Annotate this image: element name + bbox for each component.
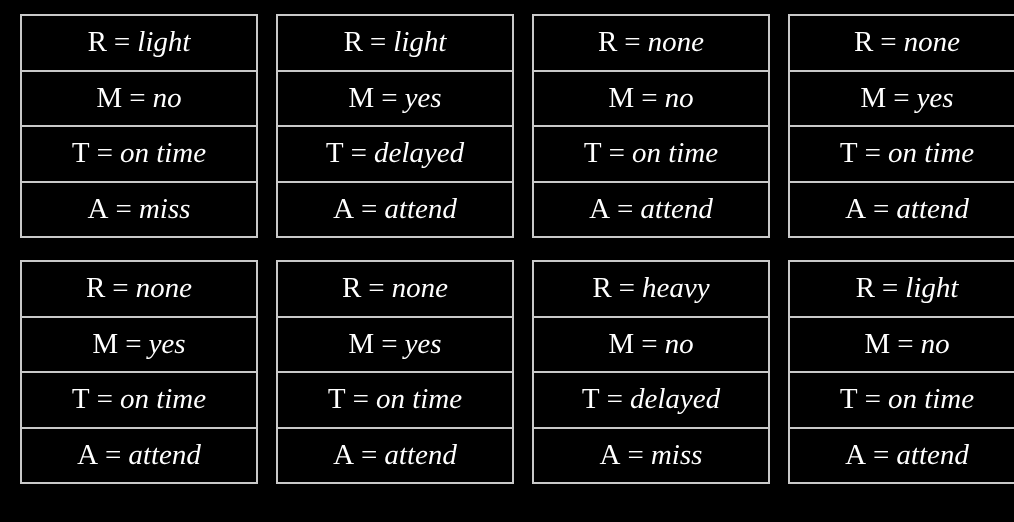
attribute-row-rain — [534, 262, 768, 318]
attribute-row-train — [534, 127, 768, 183]
example-card — [788, 14, 1014, 238]
equals-sign: = — [608, 137, 625, 170]
attribute-key-attend: A — [599, 438, 621, 471]
attribute-value-mood: yes — [916, 81, 954, 114]
attribute-key-rain: R — [855, 272, 875, 305]
attribute-key-attend: A — [333, 192, 355, 225]
attribute-key-attend: A — [845, 192, 867, 225]
equals-sign: = — [873, 438, 890, 471]
attribute-value-attend: attend — [384, 192, 457, 225]
attribute-value-rain: light — [393, 26, 447, 59]
attribute-row-train — [534, 373, 768, 429]
attribute-value-rain: none — [135, 272, 193, 305]
equals-sign: = — [641, 327, 658, 360]
attribute-row-attend — [278, 183, 512, 237]
attribute-value-mood: yes — [404, 327, 442, 360]
attribute-key-mood: M — [96, 81, 123, 114]
attribute-value-rain: light — [137, 26, 191, 59]
attribute-key-rain: R — [87, 26, 107, 59]
attribute-row-rain — [22, 16, 256, 72]
attribute-key-mood: M — [348, 327, 375, 360]
equals-sign: = — [96, 137, 113, 170]
example-card — [276, 260, 514, 484]
attribute-key-mood: M — [348, 81, 375, 114]
equals-sign: = — [350, 137, 367, 170]
attribute-row-attend — [534, 183, 768, 237]
attribute-value-train: delayed — [373, 137, 465, 170]
equals-sign: = — [641, 81, 658, 114]
attribute-row-train — [790, 373, 1014, 429]
attribute-value-attend: miss — [138, 192, 191, 225]
equals-sign: = — [113, 26, 131, 59]
equals-sign: = — [381, 327, 398, 360]
attribute-value-train: on time — [119, 137, 207, 170]
attribute-key-rain: R — [592, 272, 612, 305]
attribute-key-mood: M — [860, 81, 887, 114]
attribute-value-attend: attend — [896, 192, 969, 225]
attribute-key-train: T — [71, 137, 90, 170]
attribute-key-rain: R — [341, 272, 362, 305]
attribute-row-rain — [22, 262, 256, 318]
attribute-row-train — [278, 127, 512, 183]
attribute-key-rain: R — [85, 272, 106, 305]
equals-sign: = — [864, 137, 881, 170]
equals-sign: = — [617, 192, 634, 225]
attribute-row-mood — [790, 318, 1014, 374]
attribute-row-mood — [534, 72, 768, 128]
equals-sign: = — [361, 192, 378, 225]
attribute-value-train: on time — [887, 383, 975, 416]
equals-sign: = — [115, 192, 132, 225]
attribute-row-train — [790, 127, 1014, 183]
attribute-key-train: T — [839, 383, 858, 416]
equals-sign: = — [893, 81, 910, 114]
example-card — [532, 14, 770, 238]
attribute-value-mood: yes — [148, 327, 186, 360]
attribute-value-mood: no — [152, 81, 182, 114]
attribute-key-train: T — [839, 137, 858, 170]
attribute-value-rain: none — [391, 272, 449, 305]
attribute-key-rain: R — [853, 26, 874, 59]
attribute-key-train: T — [327, 383, 346, 416]
attribute-value-attend: attend — [384, 438, 457, 471]
attribute-value-mood: no — [664, 81, 694, 114]
attribute-key-mood: M — [92, 327, 119, 360]
equals-sign: = — [618, 272, 636, 305]
example-card — [532, 260, 770, 484]
attribute-row-rain — [278, 16, 512, 72]
equals-sign: = — [369, 26, 387, 59]
equals-sign: = — [897, 327, 914, 360]
equals-sign: = — [361, 438, 378, 471]
equals-sign: = — [105, 438, 122, 471]
example-card — [20, 14, 258, 238]
equals-sign: = — [864, 383, 881, 416]
equals-sign: = — [112, 272, 129, 305]
attribute-value-train: on time — [119, 383, 207, 416]
equals-sign: = — [624, 26, 641, 59]
attribute-value-train: on time — [375, 383, 463, 416]
equals-sign: = — [381, 81, 398, 114]
attribute-key-train: T — [581, 383, 600, 416]
attribute-row-mood — [278, 72, 512, 128]
example-card — [20, 260, 258, 484]
equals-sign: = — [881, 272, 899, 305]
attribute-key-attend: A — [333, 438, 355, 471]
attribute-key-rain: R — [597, 26, 618, 59]
attribute-value-mood: no — [920, 327, 950, 360]
attribute-key-attend: A — [77, 438, 99, 471]
attribute-value-rain: none — [647, 26, 705, 59]
attribute-value-mood: yes — [404, 81, 442, 114]
equals-sign: = — [627, 438, 644, 471]
attribute-row-train — [22, 373, 256, 429]
equals-sign: = — [96, 383, 113, 416]
attribute-value-mood: no — [664, 327, 694, 360]
attribute-key-rain: R — [343, 26, 363, 59]
attribute-value-train: on time — [887, 137, 975, 170]
attribute-key-train: T — [325, 137, 344, 170]
attribute-row-attend — [790, 183, 1014, 237]
attribute-value-attend: attend — [896, 438, 969, 471]
attribute-row-attend — [534, 429, 768, 483]
attribute-row-attend — [790, 429, 1014, 483]
attribute-row-attend — [278, 429, 512, 483]
attribute-value-rain: none — [903, 26, 961, 59]
attribute-key-mood: M — [608, 327, 635, 360]
attribute-key-train: T — [583, 137, 602, 170]
attribute-row-mood — [790, 72, 1014, 128]
equals-sign: = — [880, 26, 897, 59]
attribute-row-rain — [790, 16, 1014, 72]
equals-sign: = — [873, 192, 890, 225]
attribute-key-attend: A — [845, 438, 867, 471]
attribute-value-attend: miss — [650, 438, 703, 471]
attribute-value-rain: light — [905, 272, 959, 305]
equals-sign: = — [129, 81, 146, 114]
attribute-row-mood — [534, 318, 768, 374]
attribute-row-rain — [790, 262, 1014, 318]
equals-sign: = — [352, 383, 369, 416]
attribute-row-rain — [278, 262, 512, 318]
attribute-row-mood — [278, 318, 512, 374]
attribute-key-mood: M — [864, 327, 891, 360]
attribute-row-mood — [22, 72, 256, 128]
attribute-key-attend: A — [589, 192, 611, 225]
attribute-value-rain: heavy — [642, 272, 710, 305]
attribute-row-train — [278, 373, 512, 429]
attribute-value-attend: attend — [640, 192, 713, 225]
attribute-row-train — [22, 127, 256, 183]
attribute-key-attend: A — [87, 192, 109, 225]
attribute-key-train: T — [71, 383, 90, 416]
attribute-value-train: on time — [631, 137, 719, 170]
example-card — [276, 14, 514, 238]
attribute-key-mood: M — [608, 81, 635, 114]
equals-sign: = — [606, 383, 623, 416]
attribute-row-mood — [22, 318, 256, 374]
attribute-value-attend: attend — [128, 438, 201, 471]
attribute-row-attend — [22, 429, 256, 483]
equals-sign: = — [125, 327, 142, 360]
attribute-row-rain — [534, 16, 768, 72]
example-card — [788, 260, 1014, 484]
attribute-row-attend — [22, 183, 256, 237]
attribute-value-train: delayed — [629, 383, 721, 416]
equals-sign: = — [368, 272, 385, 305]
